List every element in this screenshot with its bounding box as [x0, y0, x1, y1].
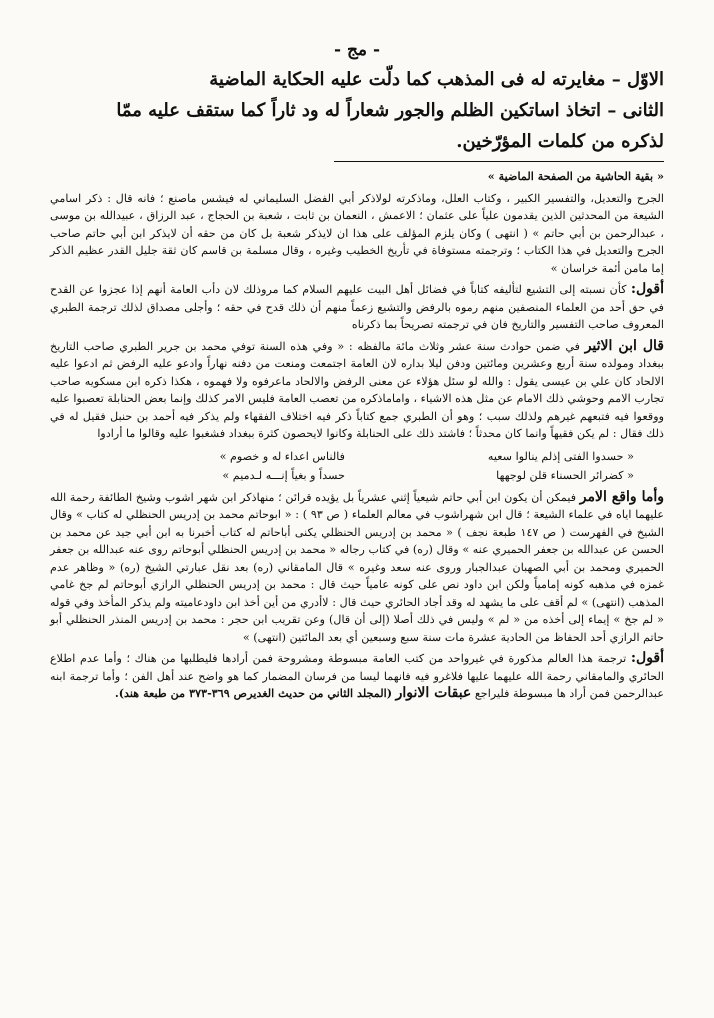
footnote-paragraph-1-text: الجرح والتعديل، والتفسير الكبير ، وكتاب العلل، وماذكرته لولاذكر أبي الفضل السليماني له فيشس ماصنع ؛ فانه قال : ذكر اسامي الشيعة من المحدثين الذين يقدمون علياً على عثمان ؛ الاعمش ، النعمان بن ثابت ، شعبة بن الحجاج ، عبد الرزاق ، عبيدالله بن موسى ، عبدالرحمن بن أبي حاتم » ( انتهى ) وكان يلزم المؤلف على هذا ان لايذكر شعبة بل كان من حقه أن لايذكر ابن أبي حاتم صاحب الجرح والتعديل في هذا الكتاب ؛ وترجمته مستوفاة في تأريخ الخطيب وغيره ، وقال مسلمة بن قاسم كان ثقة جليل القدر عظيم الذكر إما مامن أئمة خراسان »: [50, 191, 664, 275]
paragraph-2-keyword: أقول:: [630, 281, 664, 297]
footnote-paragraph-5: [50, 650, 664, 703]
paragraph-3-keyword: قال ابن الاثير: [584, 337, 664, 354]
intro-block: [50, 64, 664, 157]
footnote-paragraph-3: [50, 338, 664, 443]
paragraph-4-keyword: وأما واقع الامر: [579, 488, 664, 505]
footnote-paragraph-5-text: ترجمة هذا العالم مذكورة في غيرواحد من كتب العامة مبسوطة ومشروحة فمن أرادها فليطلبها من هناك ؛ وأما عدم اطلاع الحائري والمامقاني رحمة الله عليهما عليها فلاغرو فيه فانهما ليسا من فرسان المضمار كما هو واضح عند أهل الفن ؛ وأما ترجمة ابنه عبدالرحمن فمن أراد ها مبسوطة فليراجع: [50, 652, 664, 700]
poem: [50, 447, 664, 485]
footnote: [50, 168, 664, 703]
poem-verse-2b: حسداً و بغياً إنـــه لـدميم »: [222, 468, 345, 482]
source-title: عبقات الانوار: [395, 685, 472, 701]
intro-line-3: لذكره من كلمات المؤرّخين.: [456, 131, 664, 152]
source-citation: (المجلد الثاني من حديث الغديرص ٣٦٩-٣٧٣ من طبعة هند).: [114, 686, 393, 700]
page-number: - مج -: [333, 40, 381, 60]
footnote-paragraph-4-text: فيمكن أن يكون ابن أبي حاتم شيعياً إثني عشرياً بل يؤيده قرائن ؛ منهاذكر ابن شهر اشوب وشيخ الطائفة رحمة الله عليهما اياه في علماء الشيعة ؛ قال ابن شهراشوب في معالم العلماء ( ص ٩٣ ) : « ابوحاتم محمد بن إدريس الحنظلي له كتاب » وقال الشيخ في الفهرست ( ص ١٤٧ طبعة نجف ) « محمد بن إدريس الحنظلي يكنى أباحاتم له كتاب أخبرنا به ابن أبي جيد عن محمد بن الحسن عن عبدالله بن جعفر الحميري عنه » وقال (ره) في كتاب رجاله « محمد بن إدريس الحنظلي أبوحاتم روى عنه عبدالله بن جعفر الحميري ومحمد بن أبي الصهبان عبدالجبار وروى عنه سعد وغيره » قال المامقاني (ره) بعد نقل عبارتي الشيخ (ره) « وظاهر عدم غمزه في مذهبه كونه إمامياً ولكن ابن داود نص على كونه عامياً حيث قال : محمد بن إدريس الحنظلي الرازي أبوحاتم لم جخ غامي المذهب (انتهى) » لم أقف على ما يشهد له وقد أجاد الحائري حيث قال : لاأدري من أين أخذ ابن داودعاميته ولم يذكر المأخذ وفي قوله « لم جخ » إيماء إلى أخذه من « لم » وليس في ذلك أصلا (إلى أن قال) وعن تقريب ابن حجر : محمد بن إدريس المنذر الحنظلي أبو حاتم الرازي أحد الحفاظ من الحادية عشرة مات سنة سبع وسبعين أي بعد المائتين (انتهى) »: [50, 490, 665, 644]
footnote-paragraph-1: [50, 190, 664, 278]
footnote-paragraph-2-text: كأن نسبته إلى التشيع لتأليفه كتاباً في فضائل أهل البيت عليهم السلام كما مروذلك لان دأب العامة أنهم إذا عجزوا عن القدح في حق أحد من العلماء المنصفين منهم رموه بالرفض والتشيع زعماً منهم أن ذلك قدح في حقه ؛ وأجلى مصداق لذلك ترجمة الطبري المعروف صاحب التفسير والتاريخ فان في ترجمته تصريحاً بما ذكرناه: [50, 283, 664, 331]
paragraph-5-keyword: أقول:: [630, 650, 665, 666]
poem-verse-1a: « حسدوا الفتى إذلم ينالوا سعيه: [487, 449, 634, 463]
footnote-divider: [334, 161, 664, 162]
poem-verse-1b: فالناس اعداء له و خصوم »: [219, 449, 345, 463]
footnote-paragraph-3-text: في ضمن حوادث سنة عشر وثلاث مائة مالفظه : « وفي هذه السنة توفي محمد بن جرير الطبري صاحب التاريخ ببغداد ومولده سنة أربع وعشرين ومائتين ودفن ليلا بداره لان العامة اجتمعت ومنعت من دفنه نهاراً وادعو عليه الرفض ثم ادعوا عليه الالحاد كان علي بن عيسى يقول : والله لو سئل هؤلاء عن معنى الرفض والالحاد ماعرفوه ولا فهموه ، هكذا ذكره ابن مسكويه صاحب تجارب الامم وحوشي ذلك الامام عن مثل هذه الاشياء ، واماماذكره من تعصب العامة فليس الامر كذلك وإنما بعض الحنابلة تعصبوا عليه ووقعوا فيه فتبعهم غيرهم ولذلك سبب ؛ وهو أن الطبري جمع كتاباً ذكر فيه اختلاف الفقهاء ولم يذكر فيه أحمد بن حنبل فقيل له في ذلك فقال : لم يكن فقيهاً وانما كان محدثاً ؛ فاشتد ذلك على الحنابلة وكانوا لايحصون كثرة ببغداد فشغبوا عليه وقالوا ما أرادوا: [50, 339, 664, 440]
footnote-paragraph-4: [50, 489, 664, 647]
intro-line-1: الاوّل – مغايرته له فی المذهب كما دلّت علیه الحكایة الماضية: [209, 69, 664, 90]
poem-verse-2a: « كضرائر الحسناء قلن لوجهها: [496, 468, 634, 482]
footnote-heading: « بقية الحاشية من الصفحة الماضية »: [487, 169, 664, 183]
footnote-paragraph-2: [50, 281, 664, 334]
intro-line-2: الثانی – اتخاذ اساتكين الظلم والجور شعاراً له ود ثاراً كما ستقف عليه ممّا: [116, 100, 664, 121]
